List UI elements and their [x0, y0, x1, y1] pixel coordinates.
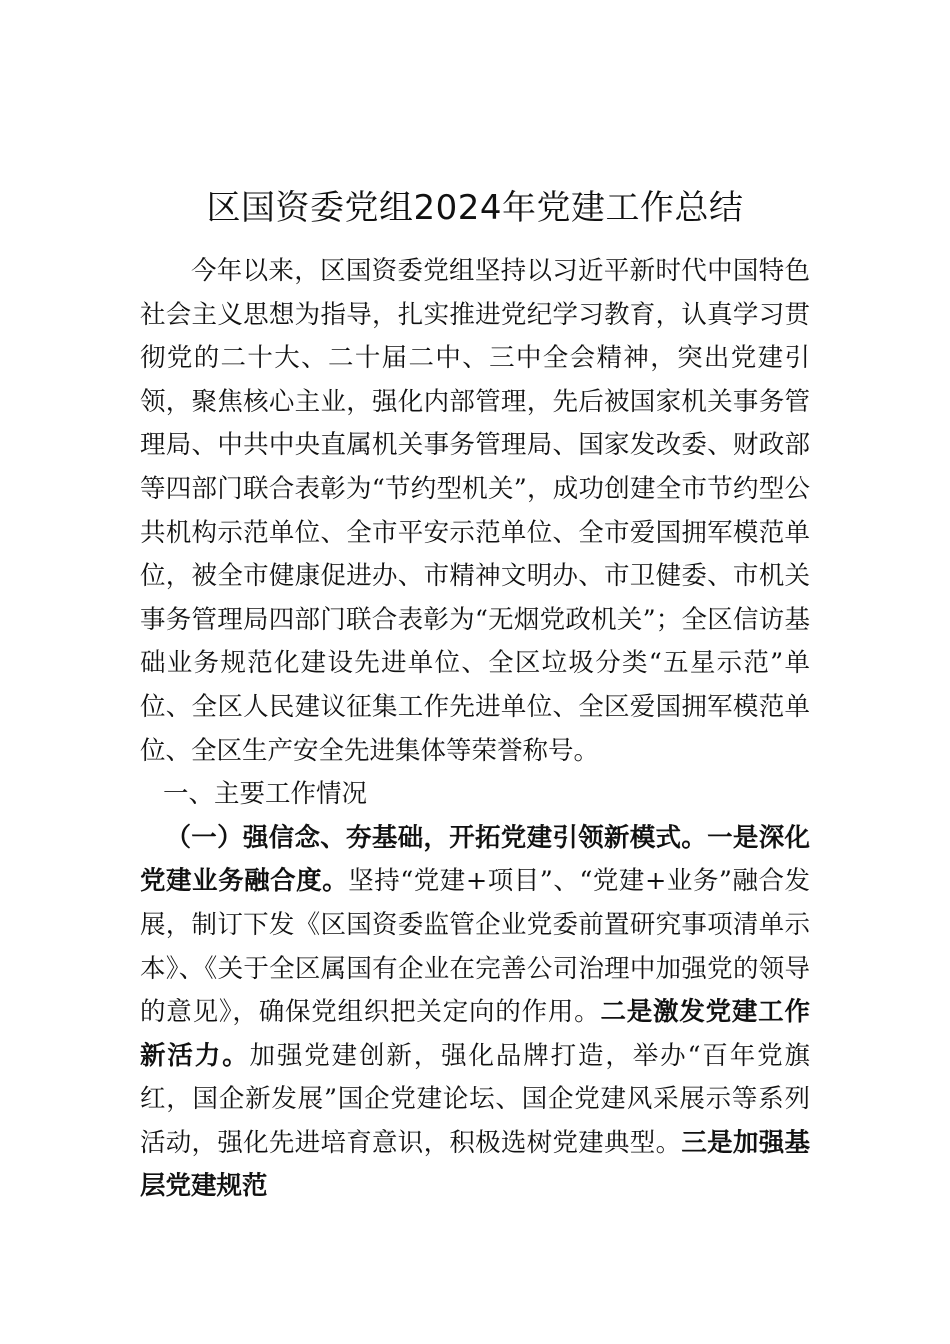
point-2-text: 加强党建创新，强化品牌打造，举办“百年党旗红，国企新发展”国企党建论坛、国企党建风采展示等系列活动，强化先进培育意识，积极选树党建典型。: [140, 1040, 810, 1158]
subsection-heading: （一）强信念、夯基础，开拓党建引领新模式。: [165, 822, 708, 853]
section-heading: 一、主要工作情况: [162, 779, 367, 810]
document-body: [140, 250, 810, 1209]
document-title: 区国资委党组2024年党建工作总结: [206, 188, 744, 228]
intro-paragraph: 今年以来，区国资委党组坚持以习近平新时代中国特色社会主义思想为指导，扎实推进党纪学习教育，认真学习贯彻党的二十大、二十届二中、三中全会精神，突出党建引领，聚焦核心主业，强化内部管理，先后被国家机关事务管理局、中共中央直属机关事务管理局、国家发改委、财政部等四部门联合表彰为“节约型机关”，成功创建全市节约型公共机构示范单位、全市平安示范单位、全市爱国拥军模范单位，被全市健康促进办、市精神文明办、市卫健委、市机关事务管理局四部门联合表彰为“无烟党政机关”；全区信访基础业务规范化建设先进单位、全区垃圾分类“五星示范”单位、全区人民建议征集工作先进单位、全区爱国拥军模范单位、全区生产安全先进集体等荣誉称号。: [140, 256, 810, 766]
point-1-text: 坚持“党建+项目”、“党建+业务”融合发展，制订下发《区国资委监管企业党委前置研究事项清单示本》、《关于全区属国有企业在完善公司治理中加强党的领导的意见》，确保党组织把关定向的作用。: [140, 866, 810, 1028]
point-2-label: 二是激发党建工作新活力。: [140, 997, 810, 1071]
subsection-paragraph: [140, 817, 810, 1209]
point-3-label: 三是加强基层党建规范: [140, 1127, 810, 1202]
point-1-label: 一是深化党建业务融合度。: [140, 822, 810, 897]
